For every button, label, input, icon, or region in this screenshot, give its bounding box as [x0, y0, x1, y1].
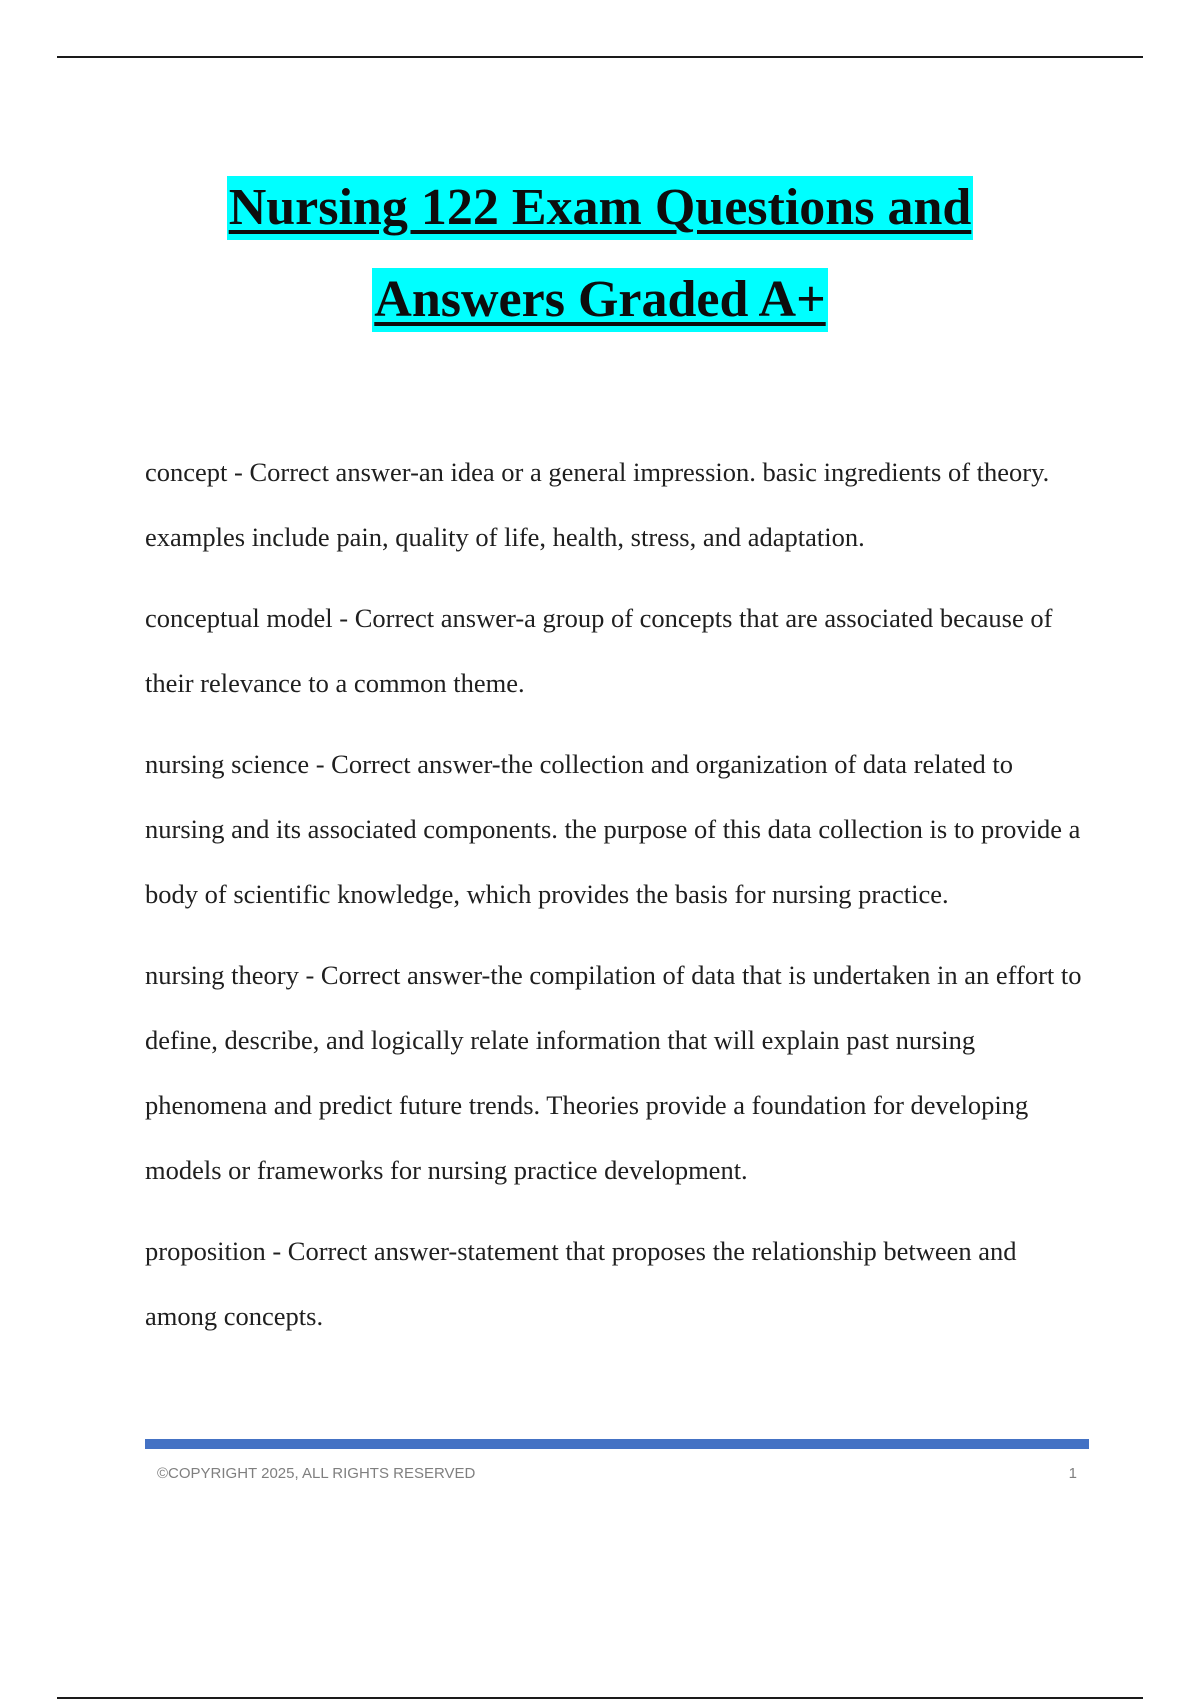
entry-proposition: proposition - Correct answer-statement that proposes the relationship between and among concepts. [145, 1236, 1017, 1331]
entry-concept: concept - Correct answer-an idea or a general impression. basic ingredients of theory. examples include pain, quality of life, health, stress, and adaptation. [145, 457, 1050, 552]
bottom-rule [57, 1697, 1143, 1699]
entry-nursing-theory: nursing theory - Correct answer-the compilation of data that is undertaken in an effort to define, describe, and logically relate information that will explain past nursing phenomena and predict future trends. Theories provide a foundation for developing models or frameworks for nursing practice development. [145, 960, 1082, 1185]
footer-bar [145, 1439, 1089, 1449]
title-line-2: Answers Graded A+ [372, 268, 827, 332]
entry-nursing-science: nursing science - Correct answer-the collection and organization of data related to nursing and its associated components. the purpose of this data collection is to provide a body of scientific knowledge, which provides the basis for nursing practice. [145, 749, 1081, 909]
page-footer [157, 1465, 1077, 1482]
title-line-1: Nursing 122 Exam Questions and [227, 176, 974, 240]
document-title [0, 176, 1200, 360]
copyright-text: ©COPYRIGHT 2025, ALL RIGHTS RESERVED [157, 1465, 476, 1482]
entry-conceptual-model: conceptual model - Correct answer-a group of concepts that are associated because of their relevance to a common theme. [145, 603, 1053, 698]
top-rule [57, 56, 1143, 58]
document-body [145, 440, 1090, 1365]
page-number: 1 [1068, 1465, 1077, 1482]
